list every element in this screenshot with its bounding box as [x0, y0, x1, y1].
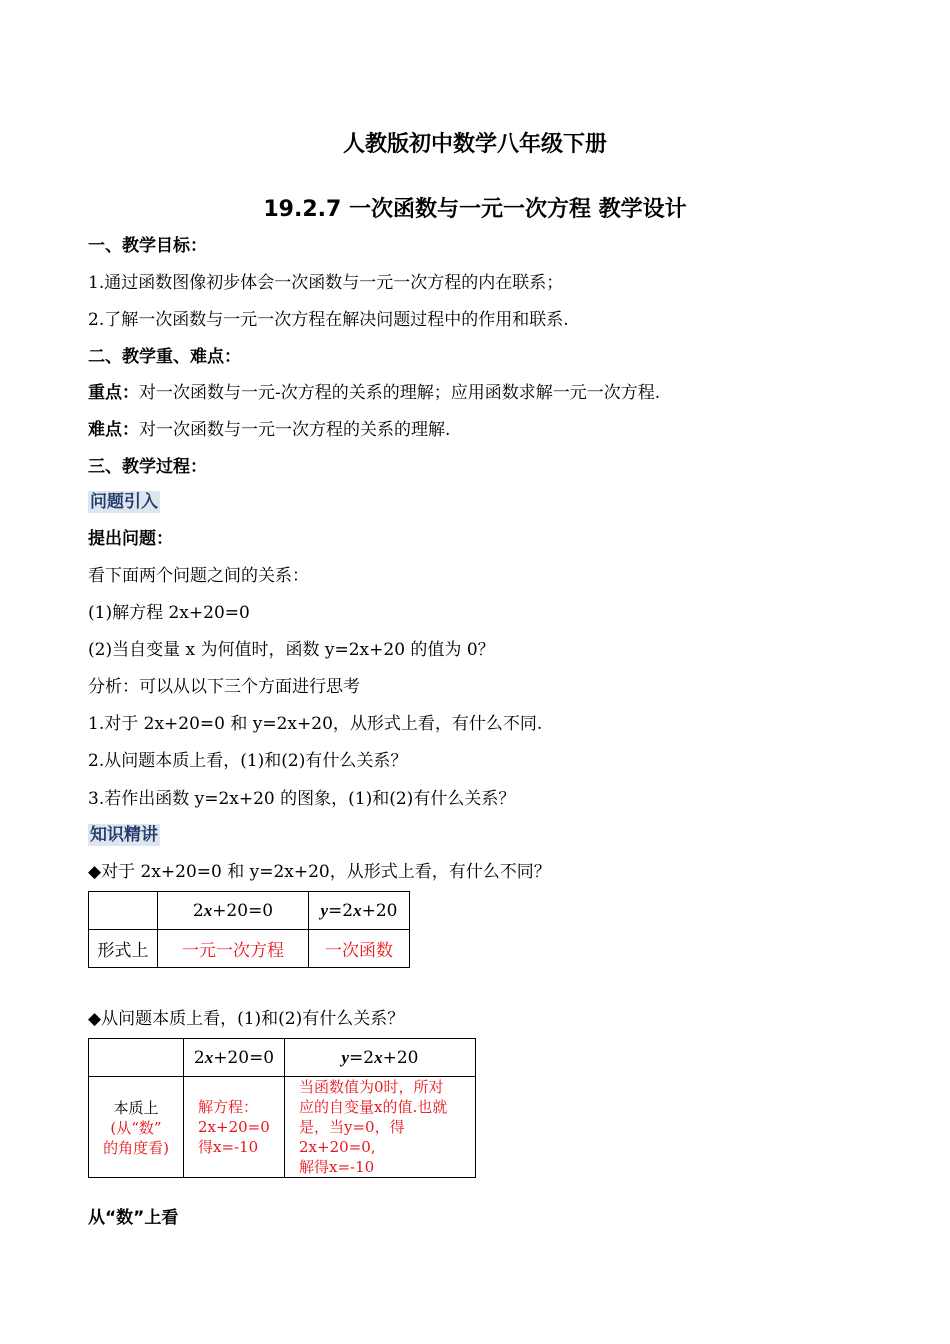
- objective-item: 1.通过函数图像初步体会一次函数与一元一次方程的内在联系；: [88, 273, 564, 293]
- key-point-label: 重点：: [88, 383, 139, 403]
- table-header-function: y=2x+20: [309, 892, 410, 930]
- tag-problem-intro-label: 问题引入: [90, 492, 158, 512]
- table-cell-empty: [89, 892, 158, 930]
- table-row-label: 本质上 (从“数” 的角度看): [89, 1077, 184, 1178]
- question-form: ◆对于 2x+20=0 和 y=2x+20，从形式上看，有什么不同？: [88, 862, 551, 882]
- section-heading-process: 三、教学过程：: [88, 457, 207, 477]
- table-cell-function-type: 一次函数: [309, 930, 410, 968]
- table-cell-equation-type: 一元一次方程: [158, 930, 309, 968]
- process-line: 看下面两个问题之间的关系：: [88, 566, 309, 586]
- pose-question-heading: 提出问题：: [88, 529, 173, 549]
- difficulty-label: 难点：: [88, 420, 139, 440]
- table-row: [89, 892, 410, 930]
- section-heading-key-points: 二、教学重、难点：: [88, 347, 241, 367]
- table-cell-function-solution: 当函数值为0时，所对 应的自变量x的值.也就 是，当y=0，得2x+20=0, 解得x=-10: [285, 1077, 476, 1178]
- table-row-label: 形式上: [89, 930, 158, 968]
- process-line: 1.对于 2x+20=0 和 y=2x+20，从形式上看，有什么不同.: [88, 714, 543, 734]
- difficulty-line: [88, 415, 450, 440]
- process-line: 分析：可以从以下三个方面进行思考: [88, 677, 360, 697]
- tag-problem-intro: [88, 487, 160, 512]
- key-point-text: 对一次函数与一元-次方程的关系的理解；应用函数求解一元一次方程.: [139, 383, 661, 403]
- form-comparison-table: [88, 891, 410, 968]
- tag-knowledge: [88, 820, 160, 845]
- table-row: [89, 1039, 476, 1077]
- document-title: 19.2.7 一次函数与一元一次方程 教学设计: [263, 197, 687, 222]
- table-header-equation: 2x+20=0: [158, 892, 309, 930]
- process-line: 2.从问题本质上看，(1)和(2)有什么关系？: [88, 751, 408, 771]
- question-essence: ◆从问题本质上看，(1)和(2)有什么关系？: [88, 1009, 405, 1029]
- key-point-line: [88, 378, 660, 403]
- process-line: (2)当自变量 x 为何值时，函数 y=2x+20 的值为 0？: [88, 640, 495, 660]
- table-header-function: y=2x+20: [285, 1039, 476, 1077]
- footer-heading: 从“数”上看: [88, 1208, 179, 1228]
- difficulty-text: 对一次函数与一元一次方程的关系的理解.: [139, 420, 451, 440]
- objective-item: 2.了解一次函数与一元一次方程在解决问题过程中的作用和联系.: [88, 310, 569, 330]
- table-cell-equation-solution: 解方程： 2x+20=0 得x=-10: [184, 1077, 285, 1178]
- table-row: [89, 1077, 476, 1178]
- table-cell-empty: [89, 1039, 184, 1077]
- table-row: [89, 930, 410, 968]
- document-subtitle: 人教版初中数学八年级下册: [342, 132, 607, 157]
- table-header-equation: 2x+20=0: [184, 1039, 285, 1077]
- process-line: 3.若作出函数 y=2x+20 的图象，(1)和(2)有什么关系？: [88, 789, 516, 809]
- tag-knowledge-label: 知识精讲: [90, 825, 158, 845]
- section-heading-objectives: 一、教学目标：: [88, 236, 207, 256]
- process-line: (1)解方程 2x+20=0: [88, 603, 250, 623]
- essence-comparison-table: [88, 1038, 476, 1178]
